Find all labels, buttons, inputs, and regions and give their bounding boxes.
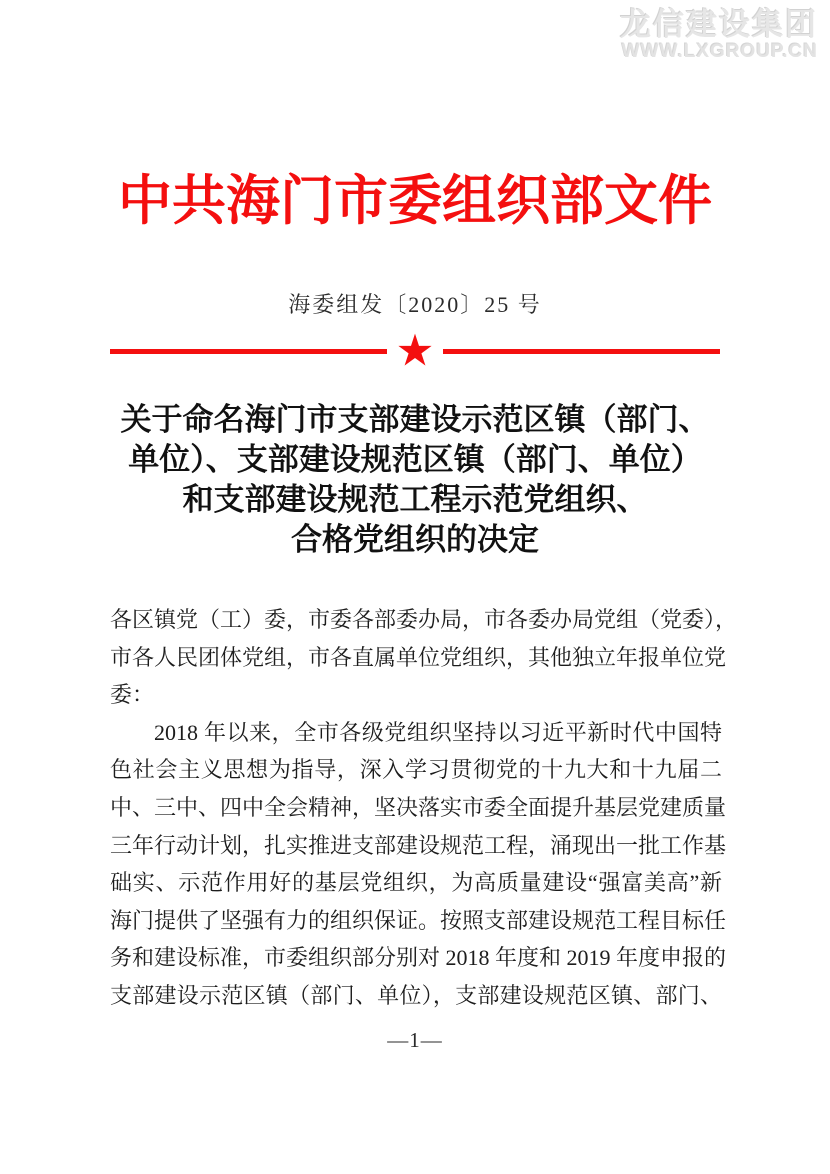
body-line: 中、三中、四中全会精神，坚决落实市委全面提升基层党建质量 xyxy=(110,794,727,820)
body-line: 海门提供了坚强有力的组织保证。按照支部建设规范工程目标任 xyxy=(110,907,727,933)
red-divider-right xyxy=(443,349,720,354)
document-title xyxy=(60,400,770,560)
document-title-line: 关于命名海门市支部建设示范区镇（部门、 xyxy=(120,402,710,437)
document-body xyxy=(110,601,738,1015)
body-line: 2018 年以来，全市各级党组织坚持以习近平新时代中国特 xyxy=(154,719,722,745)
body-line: 市各人民团体党组，市各直属单位党组织，其他独立年报单位党 xyxy=(110,644,727,670)
body-line: 支部建设示范区镇（部门、单位），支部建设规范区镇、部门、 xyxy=(110,982,722,1008)
body-line: 委： xyxy=(110,682,155,708)
body-line: 务和建设标准，市委组织部分别对 2018 年度和 2019 年度申报的 xyxy=(110,945,727,971)
body-line: 三年行动计划，扎实推进支部建设规范工程，涌现出一批工作基 xyxy=(110,832,727,858)
body-line: 色社会主义思想为指导，深入学习贯彻党的十九大和十九届二 xyxy=(110,757,722,783)
star-icon: ★ xyxy=(397,331,434,371)
red-header-title: 中共海门市委组织部文件 xyxy=(118,171,712,231)
document-title-line: 单位）、支部建设规范区镇（部门、单位） xyxy=(128,442,702,477)
watermark-company: 龙信建设集团 xyxy=(620,7,818,42)
red-divider xyxy=(110,331,720,371)
document-title-line: 和支部建设规范工程示范党组织、 xyxy=(182,482,648,517)
page-number: —1— xyxy=(387,1028,443,1052)
watermark-website: WWW.LXGROUP.CN xyxy=(621,41,818,63)
body-line: 础实、示范作用好的基层党组织，为高质量建设“强富美高”新 xyxy=(110,870,722,896)
document-number: 海委组发〔2020〕25 号 xyxy=(288,292,542,317)
document-title-line: 合格党组织的决定 xyxy=(291,522,539,557)
watermark xyxy=(620,8,818,63)
red-divider-left xyxy=(110,349,387,354)
body-line: 各区镇党（工）委，市委各部委办局，市各委办局党组（党委）， xyxy=(110,607,738,632)
